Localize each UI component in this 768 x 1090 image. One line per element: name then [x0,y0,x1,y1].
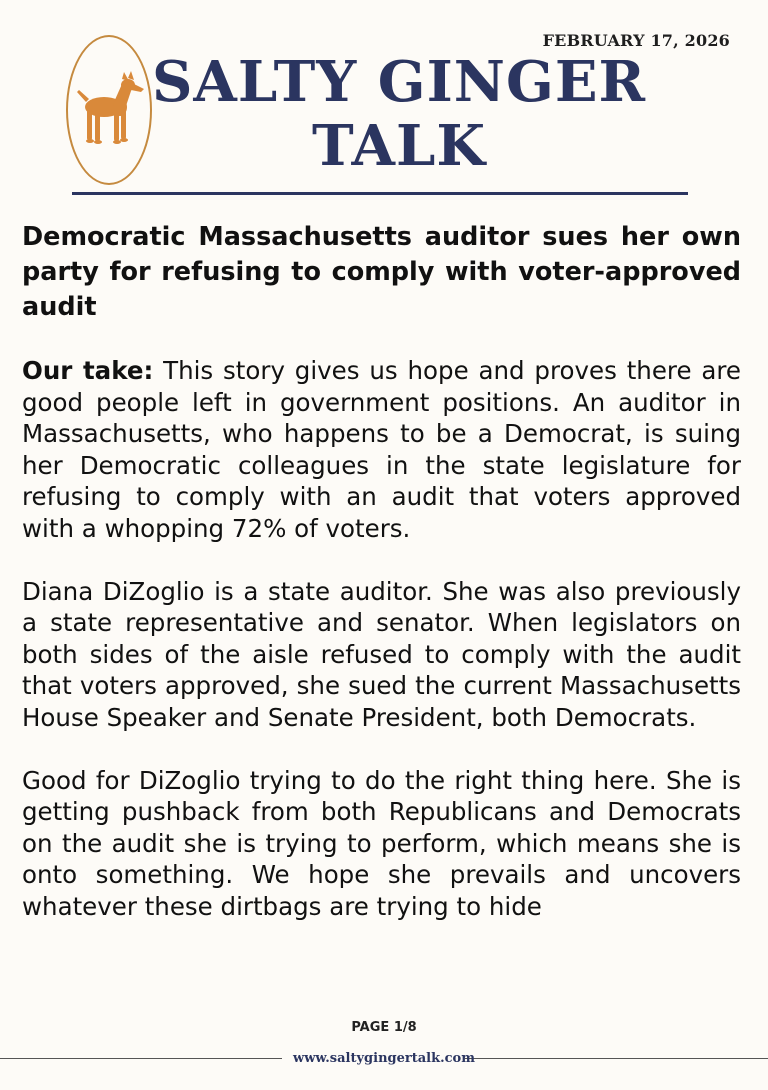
dog-icon [74,70,144,150]
logo [66,35,152,185]
masthead-title [150,50,648,178]
our-take-label: Our take: [22,356,154,385]
masthead-title-line1: SALTY GINGER [151,49,647,115]
website-link[interactable]: www.saltygingertalk.com [293,1051,475,1066]
article-body [22,355,741,954]
take-text: This story gives us hope and proves there are good people left in government positions. An auditor in Massachusetts, who happens to be a Democrat, is suing her Democratic colleagues in the state legislature for refusing to comply with an audit that voters approved with a whopping 72% of voters. [22,356,741,543]
page-number: PAGE 1/8 [351,1020,417,1035]
article-paragraph: Diana DiZoglio is a state auditor. She was also previously a state representative and senator. When legislators on both sides of the aisle refused to comply with the audit that voters approved, she sued the current Massachusetts House Speaker and Senate President, both Democrats. [22,576,741,732]
article-headline: Democratic Massachusetts auditor sues her own party for refusing to comply with voter-approved audit [22,222,741,322]
masthead-title-line2: TALK [311,113,487,179]
article-paragraph-take [22,355,741,544]
article-paragraph: Good for DiZoglio trying to do the right thing here. She is getting pushback from both Republicans and Democrats on the audit she is trying to perform, which means she is onto something. We hope she prevails and uncovers whatever these dirtbags are trying to hide [22,765,741,921]
header-divider [72,192,688,195]
issue-date: FEBRUARY 17, 2026 [542,31,730,50]
